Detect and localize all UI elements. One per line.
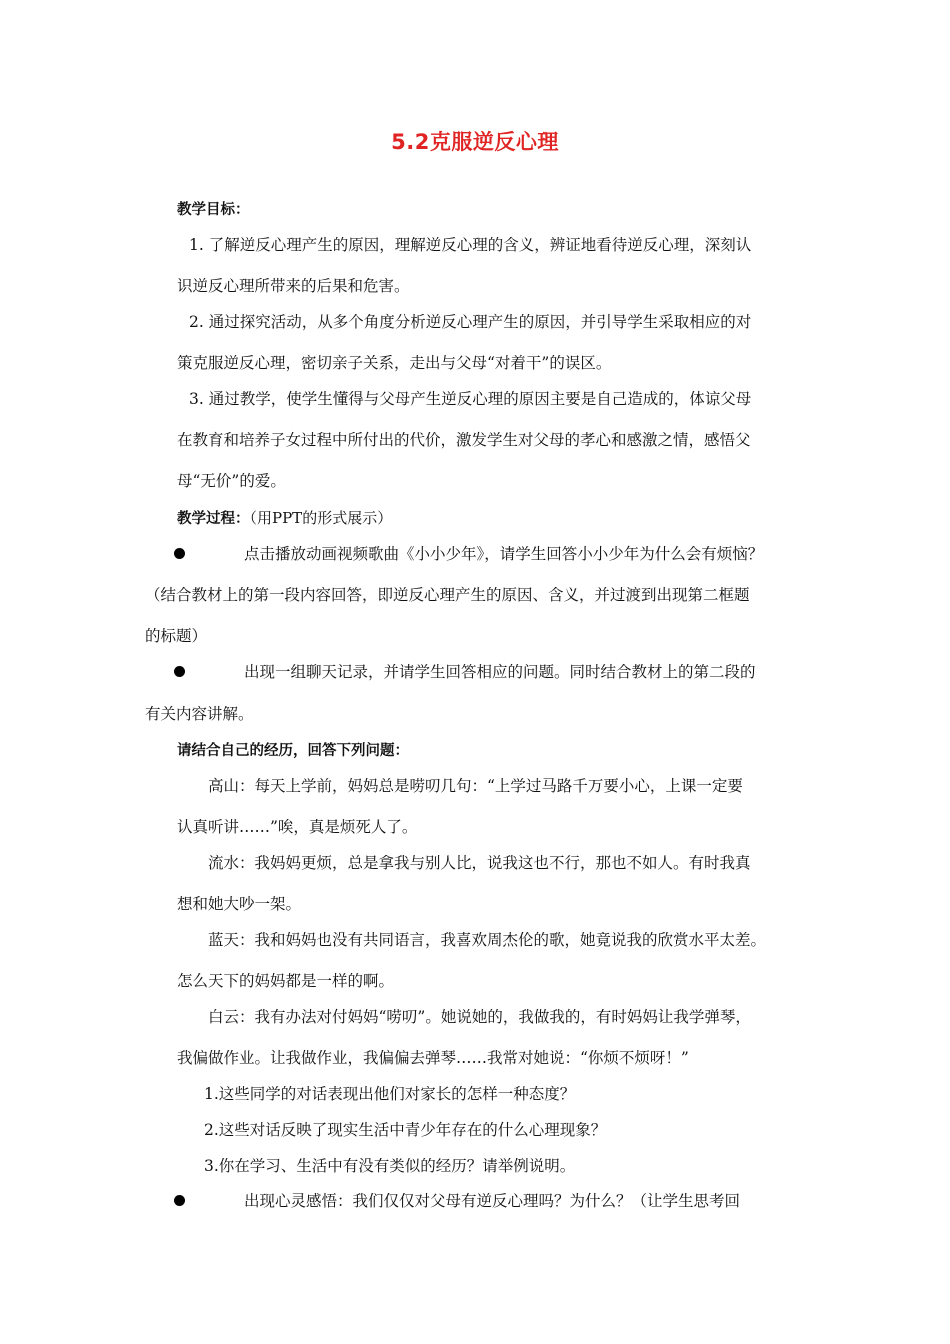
goal-3-line-3: 母“无价”的爱。 [177,472,286,490]
question-3: 3.你在学习、生活中有没有类似的经历？请举例说明。 [204,1157,576,1175]
question-2: 2.这些对话反映了现实生活中青少年存在的什么心理现象？ [204,1121,607,1139]
process-heading: 教学过程： [177,511,250,527]
bullet-dot [174,548,185,559]
bullet-dot [174,1195,185,1206]
goal-2-line-2: 策克服逆反心理，密切亲子关系，走出与父母“对着干”的误区。 [177,354,612,372]
process-line [177,508,392,529]
goal-1-line-2: 识逆反心理所带来的后果和危害。 [177,277,410,295]
goals-heading: 教学目标： [177,202,250,218]
dialog-2-line-1: 流水：我妈妈更烦，总是拿我与别人比，说我这也不行，那也不如人。有时我真 [208,854,751,872]
bullet-1-line-1: 点击播放动画视频歌曲《小小少年》，请学生回答小小少年为什么会有烦恼？ [244,545,764,563]
bullet-1-line-3: 的标题） [145,627,208,645]
bullet-1-line-2: （结合教材上的第一段内容回答，即逆反心理产生的原因、含义，并过渡到出现第二框题 [145,586,750,604]
goal-1-line-1: 1. 了解逆反心理产生的原因，理解逆反心理的含义，辨证地看待逆反心理，深刻认 [189,236,752,254]
dialog-1-line-2: 认真听讲……”唉，真是烦死人了。 [177,818,418,836]
bullet-3-line-1: 出现心灵感悟：我们仅仅对父母有逆反心理吗？为什么？（让学生思考回 [244,1192,741,1210]
dialog-2-line-2: 想和她大吵一架。 [177,895,302,913]
dialog-3-line-2: 怎么天下的妈妈都是一样的啊。 [177,972,395,990]
document-title: 5.2克服逆反心理 [391,130,559,154]
dialog-4-line-2: 我偏做作业。让我做作业，我偏偏去弹琴……我常对她说：“你烦不烦呀！” [177,1049,689,1067]
dialog-1-line-1: 高山：每天上学前，妈妈总是唠叨几句：“上学过马路千万要小心，上课一定要 [208,777,743,795]
dialog-3-line-1: 蓝天：我和妈妈也没有共同语言，我喜欢周杰伦的歌，她竟说我的欣赏水平太差。 [208,931,767,949]
goal-3-line-1: 3. 通过教学，使学生懂得与父母产生逆反心理的原因主要是自己造成的，体谅父母 [189,390,752,408]
goal-3-line-2: 在教育和培养子女过程中所付出的代价，激发学生对父母的孝心和感激之情，感悟父 [177,431,751,449]
bullet-dot [174,666,185,677]
bullet-2-line-2: 有关内容讲解。 [145,705,254,723]
process-note: （用PPT的形式展示） [249,509,393,527]
dialog-4-line-1: 白云：我有办法对付妈妈“唠叨”。她说她的，我做我的，有时妈妈让我学弹琴， [208,1008,751,1026]
question-1: 1.这些同学的对话表现出他们对家长的怎样一种态度？ [204,1085,576,1103]
question-heading: 请结合自己的经历，回答下列问题： [177,743,409,759]
goal-2-line-1: 2. 通过探究活动，从多个角度分析逆反心理产生的原因，并引导学生采取相应的对 [189,313,752,331]
bullet-2-line-1: 出现一组聊天记录，并请学生回答相应的问题。同时结合教材上的第二段的 [244,663,756,681]
